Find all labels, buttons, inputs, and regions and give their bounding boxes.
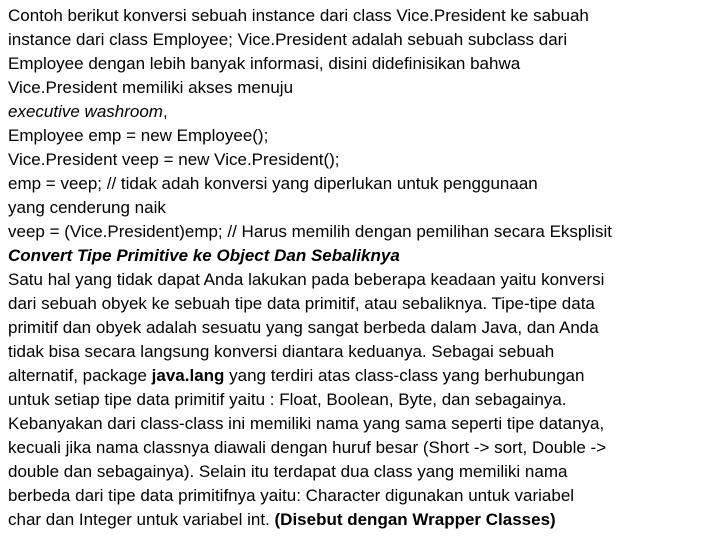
package-name: java.lang <box>151 366 225 385</box>
paragraph-line-10: berbeda dari tipe data primitifnya yaitu: Character digunakan untuk variabel <box>8 486 575 505</box>
code-line-assign-cont: yang cenderung naik <box>8 198 166 217</box>
intro-line-2: instance dari class Employee; Vice.President adalah sebuah subclass dari <box>8 30 568 49</box>
paragraph-line-3: primitif dan obyek adalah sesuatu yang sangat berbeda dalam Java, dan Anda <box>8 318 599 337</box>
code-line-assign: emp = veep; // tidak adah konversi yang diperlukan untuk penggunaan <box>8 174 538 193</box>
washroom-comma: , <box>162 102 168 121</box>
intro-line-1: Contoh berikut konversi sebuah instance dari class Vice.President ke sabuah <box>8 6 589 25</box>
paragraph-line-5-end: yang terdiri atas class-class yang berhubungan <box>224 366 585 385</box>
intro-line-5 <box>8 100 168 124</box>
paragraph-line-8: kecuali jika nama classnya diawali dengan huruf besar (Short -> sort, Double -> <box>8 438 607 457</box>
paragraph-line-5-start: alternatif, package <box>8 366 152 385</box>
code-line-veep: Vice.President veep = new Vice.President(); <box>8 150 340 169</box>
paragraph-line-11 <box>8 508 556 532</box>
intro-line-4: Vice.President memiliki akses menuju <box>8 78 294 97</box>
paragraph-line-5 <box>8 364 584 388</box>
intro-line-3: Employee dengan lebih banyak informasi, disini didefinisikan bahwa <box>8 54 521 73</box>
washroom-text: executive washroom <box>8 102 163 121</box>
wrapper-classes-note: (Disebut dengan Wrapper Classes) <box>274 510 556 529</box>
paragraph-line-7: Kebanyakan dari class-class ini memiliki nama yang sama seperti tipe datanya, <box>8 414 605 433</box>
paragraph-line-4: tidak bisa secara langsung konversi diantara keduanya. Sebagai sebuah <box>8 342 555 361</box>
paragraph-line-11-start: char dan Integer untuk variabel int. <box>8 510 275 529</box>
paragraph-line-6: untuk setiap tipe data primitif yaitu : Float, Boolean, Byte, dan sebagainya. <box>8 390 567 409</box>
paragraph-line-9: double dan sebagainya). Selain itu terdapat dua class yang memiliki nama <box>8 462 568 481</box>
paragraph-line-1: Satu hal yang tidak dapat Anda lakukan pada beberapa keadaan yaitu konversi <box>8 270 605 289</box>
code-line-cast: veep = (Vice.President)emp; // Harus memilih dengan pemilihan secara Eksplisit <box>8 222 612 241</box>
code-line-employee: Employee emp = new Employee(); <box>8 126 269 145</box>
paragraph-line-2: dari sebuah obyek ke sebuah tipe data primitif, atau sebaliknya. Tipe-tipe data <box>8 294 595 313</box>
section-heading: Convert Tipe Primitive ke Object Dan Sebaliknya <box>8 246 400 265</box>
